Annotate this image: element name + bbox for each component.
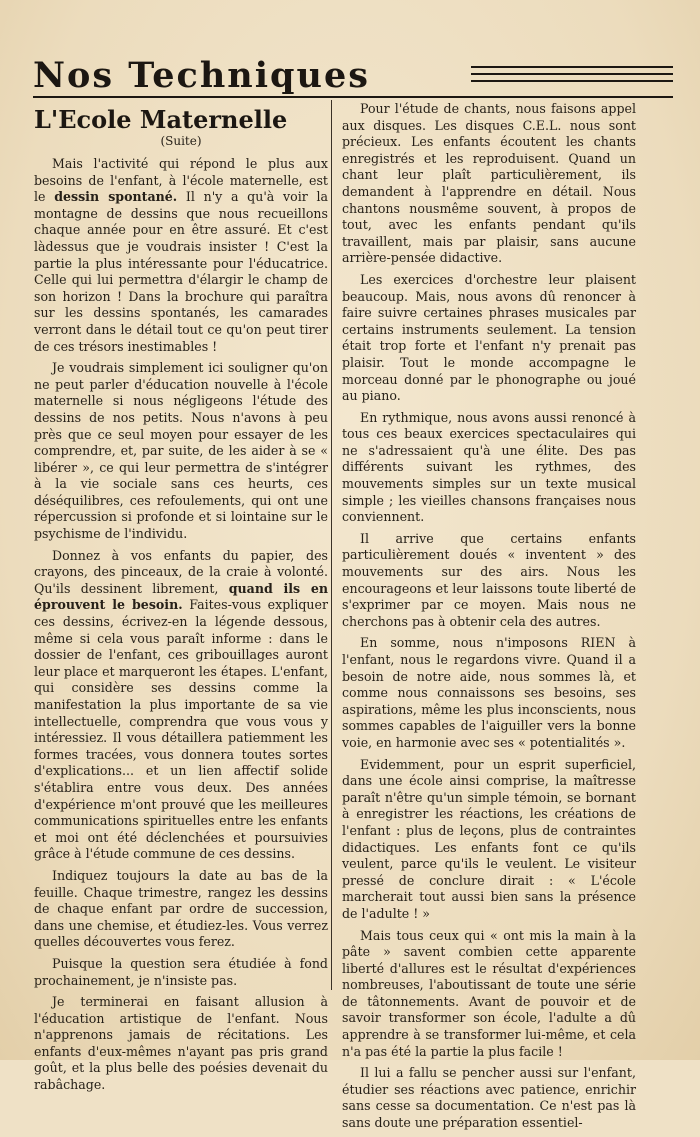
paragraph: Evidemment, pour un esprit superficiel, dans une école ainsi comprise, la maîtresse paraît n'être qu'un simple témoin, se bornant à enregistrer les réactions, les créations de l'enfant : plus de leçons, plus de contraintes didactiques. Les enfants font ce qu'ils veulent, parce qu'ils le veulent. Le visiteur pressé de conclure dirait : « L'école marcherait tout aussi bien sans la présence de l'adulte ! » bbox=[342, 756, 636, 921]
paragraph: Les exercices d'orchestre leur plaisent beaucoup. Mais, nous avons dû renoncer à faire suivre certaines phrases musicales par certains instruments seulement. La tension était trop forte et l'enfant n'y prenait pas plaisir. Tout le monde accompagne le morceau donné par le phonographe ou joué au piano. bbox=[342, 271, 636, 404]
paragraph: Je terminerai en faisant allusion à l'éducation artistique de l'enfant. Nous n'apprenons jamais de récitations. Les enfants d'eux-mêmes n'ayant pas pris grand goût, et la plus belle des poésies devenait du rabâchage. bbox=[34, 994, 328, 1093]
paragraph: Donnez à vos enfants du papier, des crayons, des pinceaux, de la craie à volonté. Qu'ils dessinent librement, quand ils en éprouvent le besoin. Faites-vous expliquer ces dessins, écrivez-en la légende dessous, même si cela vous paraît informe : dans le dossier de l'enfant, ces gribouillages auront leur place et marqueront les étapes. L'enfant, qui considère ses dessins comme la manifestation la plus importante de sa vie intellectuelle, comprendra que vous vous y intéressiez. Il vous détaillera patiemment les formes tracées, vous donnera toutes sortes d'explications... et un lien affectif solide s'établira entre vous deux. Des années d'expérience m'ont prouvé que les meilleures communications spirituelles entre les enfants et moi ont été déclenchées et poursuivies grâce à l'étude commune de ces dessins. bbox=[34, 547, 329, 862]
header-line bbox=[471, 73, 673, 75]
paragraph: Indiquez toujours la date au bas de la feuille. Chaque trimestre, rangez les dessins de chaque enfant par ordre de succession, dans une chemise, et étudiez-les. Vous verrez quelles découvertes vous ferez. bbox=[34, 867, 328, 950]
article-subtitle: (Suite) bbox=[160, 134, 202, 148]
paragraph: Il arrive que certains enfants particulièrement doués « inventent » des mouvements sur des airs. Nous les encourageons et leur laissons toute liberté de s'exprimer par ce moyen. Mais nous ne cherchons pas à obtenir cela des autres. bbox=[342, 530, 636, 629]
header-rule bbox=[33, 96, 673, 98]
left-column bbox=[34, 100, 328, 1099]
paragraph: Mais l'activité qui répond le plus aux besoins de l'enfant, à l'école maternelle, est le dessin spontané. Il n'y a qu'à voir la montagne de dessins que nous recueillons chaque année pour en être assuré. Et c'est làdessus que je voudrais insister ! C'est la partie la plus intéressante pour l'éducatrice. Celle qui lui permettra d'élargir le champ de son horizon ! Dans la brochure qui paraîtra sur les dessins spontanés, les camarades verront dans le détail tout ce qu'on peut tirer de ces trésors inestimables ! bbox=[34, 156, 328, 354]
header-decorative-lines bbox=[471, 66, 673, 87]
paragraph: En rythmique, nous avons aussi renoncé à tous ces beaux exercices spectaculaires qui ne s'adressaient qu'à une élite. Des pas différents suivant les rythmes, des mouvements simples sur un texte musical simple ; les vieilles chansons françaises nous conviennent. bbox=[342, 409, 636, 525]
section-header bbox=[33, 54, 673, 98]
paragraph: En somme, nous n'imposons RIEN à l'enfant, nous le regardons vivre. Quand il a besoin de notre aide, nous sommes là, et comme nous connaissons ses besoins, ses aspirations, même les plus inconscients, nous sommes capables de l'aiguiller vers la bonne voie, en harmonie avec ses « potentialités ». bbox=[342, 635, 636, 750]
paragraph: Il lui a fallu se pencher aussi sur l'enfant, étudier ses réactions avec patience, enrichir sans cesse sa documentation. Ce n'est pas là sans doute une préparation essentiel- bbox=[342, 1065, 636, 1131]
header-line bbox=[471, 66, 673, 68]
section-title: Nos Techniques bbox=[33, 55, 370, 96]
header-line bbox=[471, 80, 673, 82]
column-divider bbox=[331, 100, 332, 990]
paragraph: Pour l'étude de chants, nous faisons appel aux disques. Les disques C.E.L. nous sont précieux. Les enfants écoutent les chants enregistrés et les reproduisent. Quand un chant leur plaît particulièrement, ils demandent à l'apprendre en détail. Nous chantons nousmême souvent, à propos de tout, avec les enfants pendant qu'ils travaillent, mais par plaisir, sans aucune arrière-pensée didactive. bbox=[342, 101, 636, 266]
paragraph: Mais tous ceux qui « ont mis la main à la pâte » savent combien cette apparente liberté d'allures est le résultat d'expériences nombreuses, l'aboutissant de toute une série de tâtonnements. Avant de pouvoir et de savoir transformer son école, l'adulte a dû apprendre à se transformer lui-même, et cela n'a pas été la partie la plus facile ! bbox=[342, 927, 636, 1059]
article-title: L'Ecole Maternelle bbox=[34, 105, 288, 134]
right-column bbox=[342, 101, 636, 1137]
paragraph: Je voudrais simplement ici souligner qu'on ne peut parler d'éducation nouvelle à l'école maternelle si nous négligeons l'étude des dessins de nos petits. Nous n'avons à peu près que ce seul moyen pour essayer de les comprendre, et, par suite, de les aider à se « libérer », ce qui leur permettra de s'intégrer à la vie sociale sans ces heurts, ces déséquilibres, ces refoulements, qui ont une répercussion si profonde et si lointaine sur le psychisme de l'individu. bbox=[34, 360, 328, 542]
paragraph: Puisque la question sera étudiée à fond prochainement, je n'insiste pas. bbox=[34, 955, 328, 988]
